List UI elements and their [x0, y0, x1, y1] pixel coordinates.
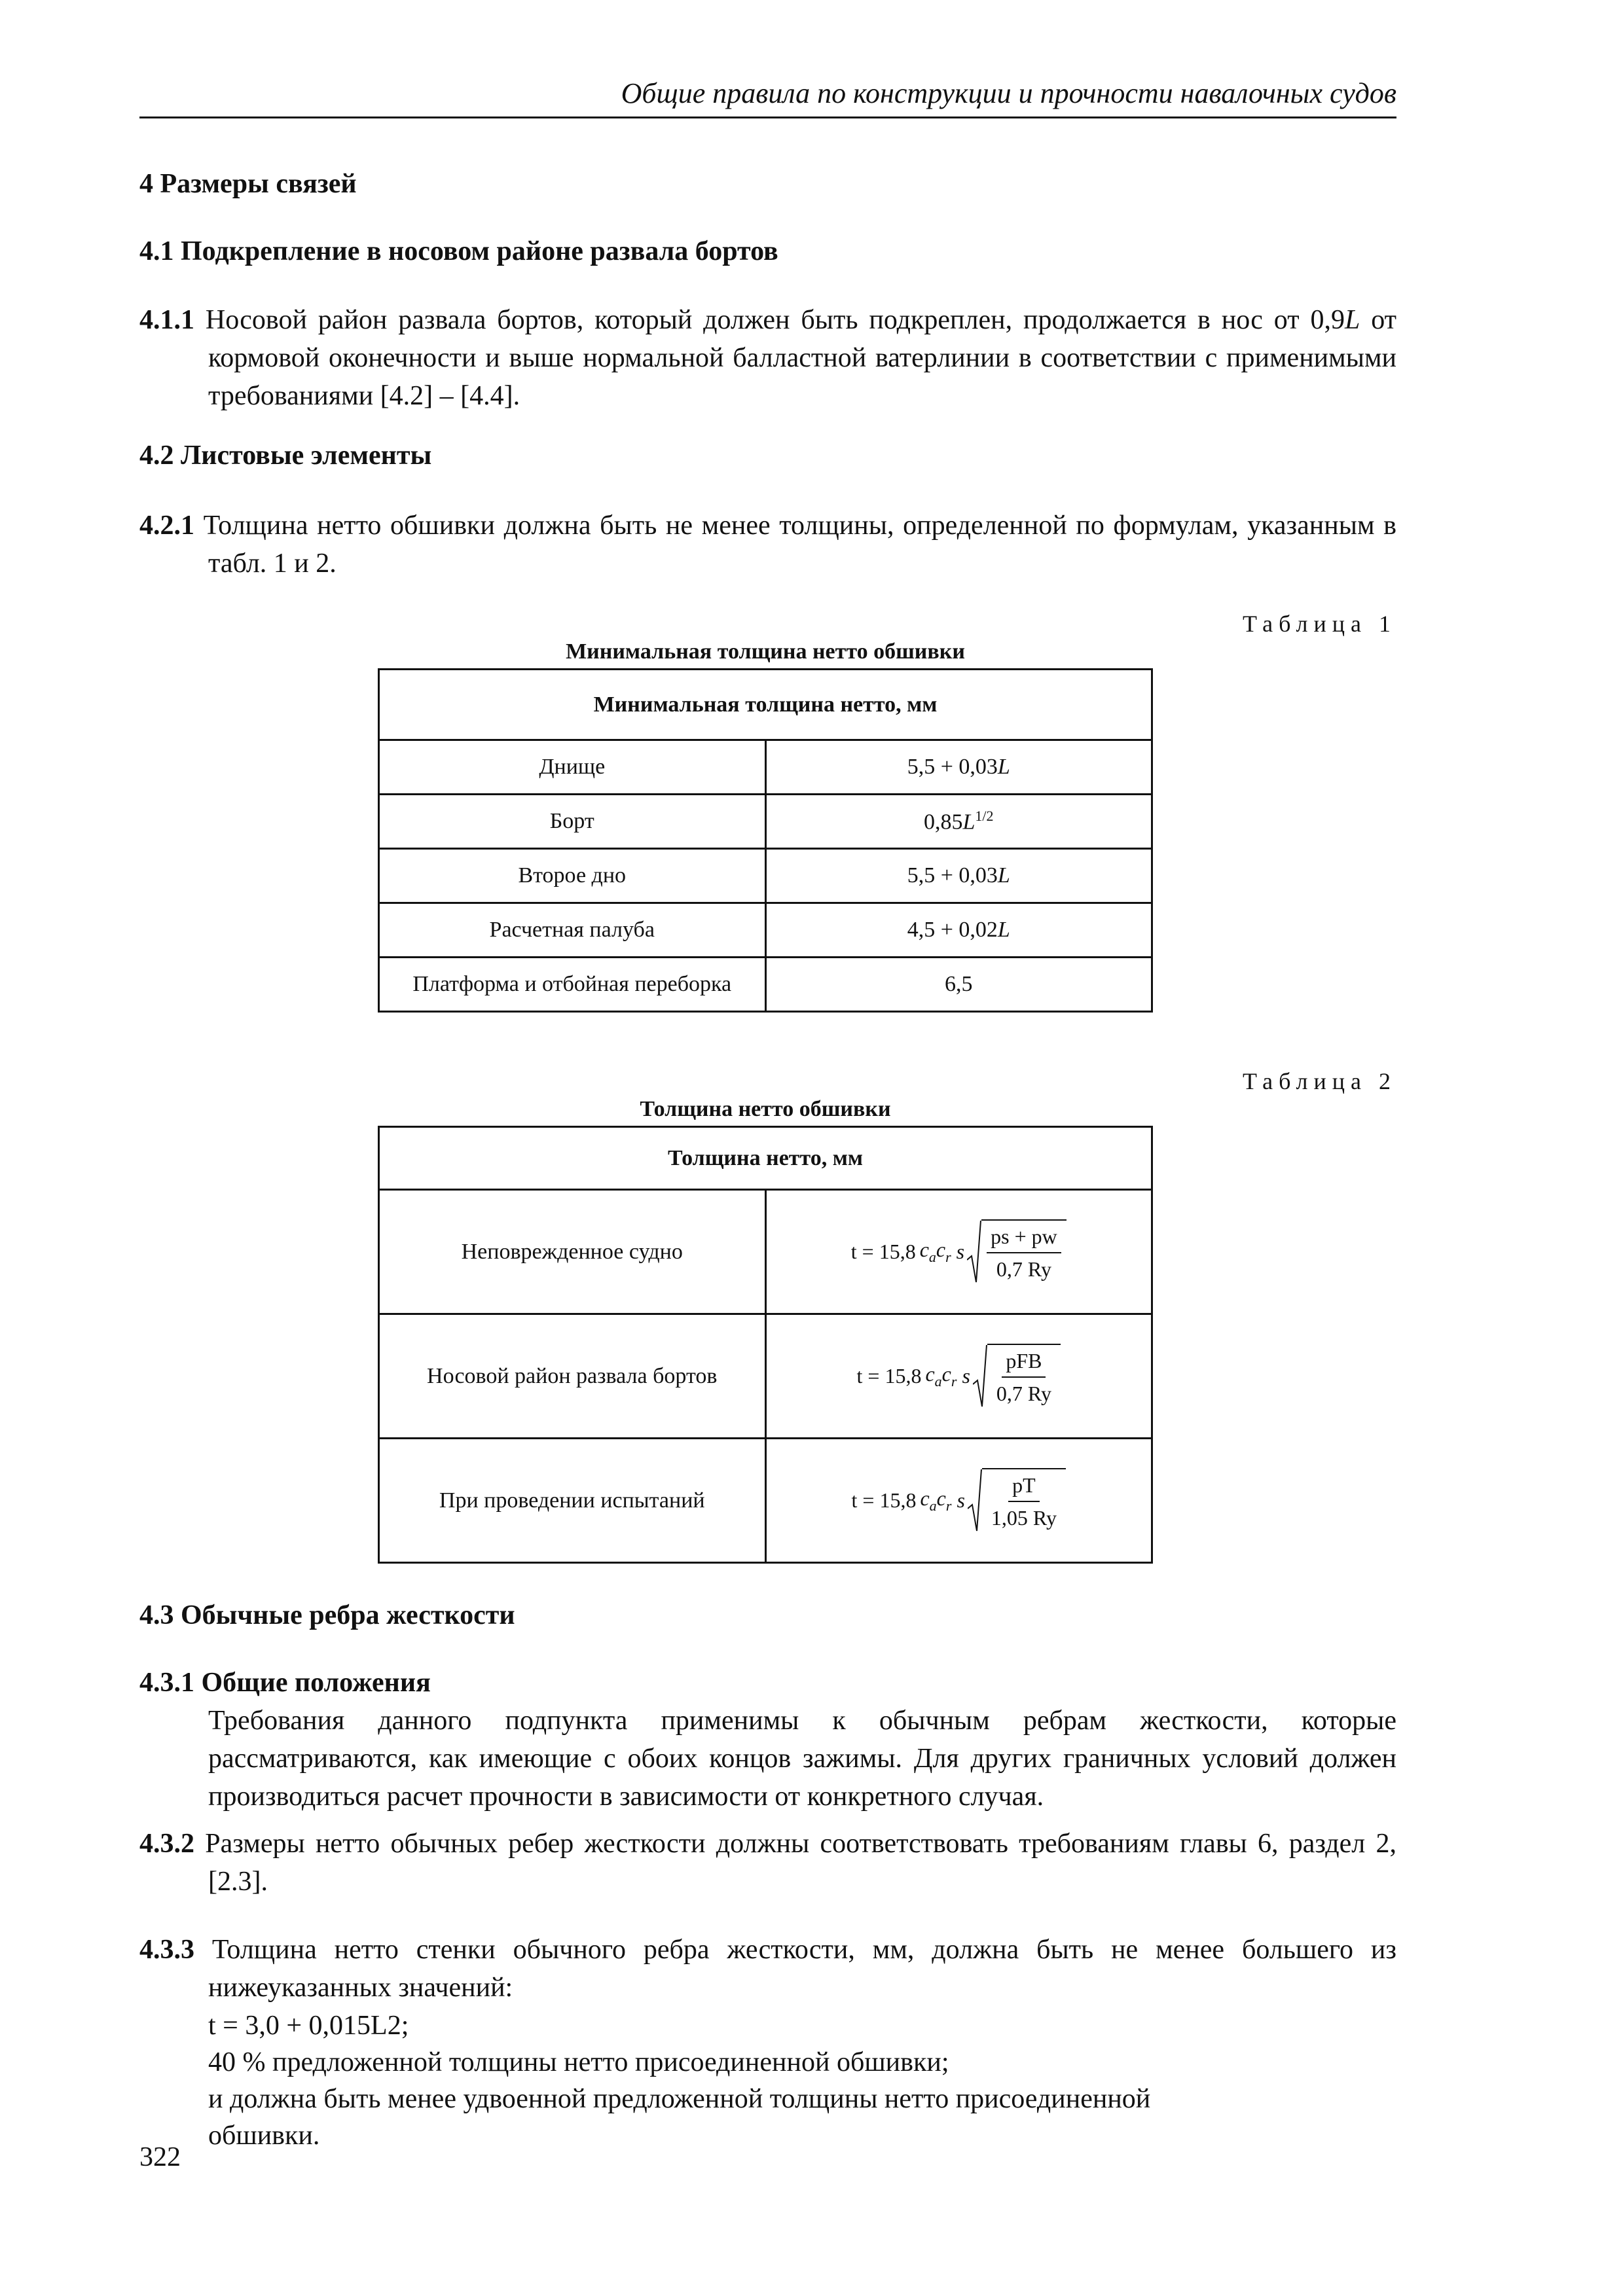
table-cell-name: При проведении испытаний — [379, 1439, 766, 1563]
table-cell-name: Платформа и отбойная переборка — [379, 958, 766, 1012]
math-var-c-a: $c_a$ — [919, 1238, 936, 1265]
section-4-3-title: 4.3 Обычные ребра жесткости — [139, 1600, 515, 1630]
value-text: 5,5 + 0,03 — [907, 863, 998, 888]
paragraph-number: 4.1.1 — [139, 305, 194, 335]
thickness-formula — [851, 1219, 1067, 1285]
fraction-denominator: 0,7 Ry — [996, 1381, 1051, 1405]
table-row — [379, 1190, 1152, 1314]
header-rule — [139, 117, 1396, 118]
paragraph-number: 4.3.3 — [139, 1935, 194, 1965]
fraction — [982, 1468, 1066, 1534]
thickness-formula — [857, 1344, 1061, 1409]
table-1 — [378, 668, 1153, 1013]
math-var-s: s — [962, 1364, 970, 1388]
math-var-s: s — [956, 1240, 965, 1263]
paragraph-4-3-1-body: Требования данного подпункта применимы к обычным ребрам жесткости, которые рассматриваются, как имеющие с обоих концов зажимы. Для других граничных условий должен производиться расчет прочности в зависимости от конкретного случая. — [208, 1706, 1396, 1812]
paragraph-4-3-2 — [139, 1825, 1396, 1901]
fraction — [981, 1219, 1067, 1285]
value-text: 6,5 — [945, 972, 973, 996]
fraction-numerator: ps + pw — [987, 1223, 1061, 1253]
math-var-c-a: $c_a$ — [925, 1362, 942, 1390]
table-cell-name: Второе дно — [379, 849, 766, 903]
paragraph-text: Толщина нетто обшивки должна быть не менее толщины, определенной по формулам, указанным в табл. 1 и 2. — [194, 511, 1396, 579]
table-cell-name: Расчетная палуба — [379, 903, 766, 958]
requirement-line: обшивки. — [208, 2121, 320, 2151]
paragraph-4-2-1 — [139, 507, 1396, 583]
table-row — [379, 740, 1152, 795]
math-var: L — [997, 755, 1010, 779]
table-cell-value — [765, 795, 1152, 849]
fraction-numerator: pFB — [1002, 1348, 1046, 1378]
table-row — [379, 849, 1152, 903]
fraction-numerator: pT — [1008, 1472, 1040, 1502]
math-var: L — [997, 863, 1010, 888]
math-var-c-r: $c_r$ — [936, 1238, 951, 1265]
table-cell-value — [765, 903, 1152, 958]
table-cell-name: Носовой район развала бортов — [379, 1314, 766, 1439]
paragraph-text: Толщина нетто стенки обычного ребра жесткости, мм, должна быть не менее большего из нижеуказанных значений: — [194, 1935, 1396, 2003]
math-var: L — [962, 810, 976, 834]
math-var-L: L — [1344, 305, 1360, 335]
table-cell-value — [765, 849, 1152, 903]
paragraph-4-1-1 — [139, 301, 1396, 415]
value-text: 4,5 + 0,02 — [907, 918, 998, 942]
math-var-c-r: $c_r$ — [941, 1362, 957, 1390]
square-root — [967, 1219, 1067, 1285]
paragraph-4-3-3 — [139, 1931, 1396, 2007]
paragraph-number: 4.3.2 — [139, 1829, 194, 1859]
table-header-cell: Толщина нетто, мм — [379, 1127, 1152, 1190]
paragraph-number: 4.2.1 — [139, 511, 194, 541]
section-4-title: 4 Размеры связей — [139, 169, 357, 199]
table-cell-name: Днище — [379, 740, 766, 795]
thickness-formula — [852, 1468, 1066, 1534]
table-2-caption: Толщина нетто обшивки — [640, 1097, 891, 1121]
table-header-row — [379, 1127, 1152, 1190]
formula-lhs: t = 15,8 — [851, 1488, 917, 1512]
table-header-cell: Минимальная толщина нетто, мм — [379, 670, 1152, 740]
fraction-denominator: 1,05 Ry — [991, 1505, 1057, 1530]
math-var-c-r: $c_r$ — [936, 1486, 952, 1514]
fraction — [987, 1344, 1061, 1409]
page-number: 322 — [139, 2142, 181, 2172]
paragraph-heading: Общие положения — [201, 1668, 431, 1698]
math-var-s: s — [957, 1488, 965, 1512]
min-thickness-formula: t = 3,0 + 0,015L2; — [208, 2011, 409, 2041]
requirement-line: и должна быть менее удвоенной предложенной толщины нетто присоединенной — [208, 2084, 1151, 2114]
table-cell-formula — [765, 1314, 1152, 1439]
table-row — [379, 903, 1152, 958]
radical-sign-icon — [973, 1344, 987, 1409]
table-2 — [378, 1126, 1153, 1564]
paragraph-number: 4.3.1 — [139, 1668, 194, 1698]
fraction-denominator: 0,7 Ry — [996, 1257, 1051, 1281]
table-2-label: Таблица 2 — [1243, 1068, 1396, 1094]
paragraph-4-3-1-heading — [139, 1664, 1396, 1702]
requirement-line: 40 % предложенной толщины нетто присоединенной обшивки; — [208, 2047, 949, 2077]
paragraph-text: Носовой район развала бортов, который должен быть подкреплен, продолжается в нос от 0,9 — [194, 305, 1345, 335]
math-superscript: 1/2 — [975, 808, 994, 825]
table-1-caption: Минимальная толщина нетто обшивки — [566, 639, 965, 664]
formula-lhs: t = 15,8 — [850, 1240, 916, 1263]
table-cell-name: Борт — [379, 795, 766, 849]
table-cell-value — [765, 958, 1152, 1012]
table-cell-name: Неповрежденное судно — [379, 1190, 766, 1314]
math-var-c-a: $c_a$ — [920, 1486, 937, 1514]
value-text: 0,85 — [923, 810, 963, 834]
square-root — [973, 1344, 1061, 1409]
table-header-row — [379, 670, 1152, 740]
square-root — [968, 1468, 1066, 1534]
paragraph-text: Размеры нетто обычных ребер жесткости должны соответствовать требованиям главы 6, раздел 2, [2.3]. — [194, 1829, 1396, 1897]
table-row — [379, 1439, 1152, 1563]
table-row — [379, 1314, 1152, 1439]
running-header: Общие правила по конструкции и прочности навалочных судов — [621, 77, 1396, 109]
math-var: L — [997, 918, 1010, 942]
section-4-2-title: 4.2 Листовые элементы — [139, 440, 432, 471]
table-cell-value — [765, 740, 1152, 795]
value-text: 5,5 + 0,03 — [907, 755, 998, 779]
section-4-1-title: 4.1 Подкрепление в носовом районе развала бортов — [139, 236, 778, 266]
table-row — [379, 795, 1152, 849]
paragraph-text: от кормовой оконечности и выше нормальной балластной ватерлинии в соответствии с применимыми требованиями [4.2] – [4.4]. — [208, 305, 1396, 411]
radical-sign-icon — [968, 1468, 982, 1534]
table-row — [379, 958, 1152, 1012]
table-1-label: Таблица 1 — [1243, 611, 1396, 637]
formula-lhs: t = 15,8 — [856, 1364, 922, 1388]
table-cell-formula — [765, 1190, 1152, 1314]
radical-sign-icon — [967, 1219, 981, 1285]
table-cell-formula — [765, 1439, 1152, 1563]
